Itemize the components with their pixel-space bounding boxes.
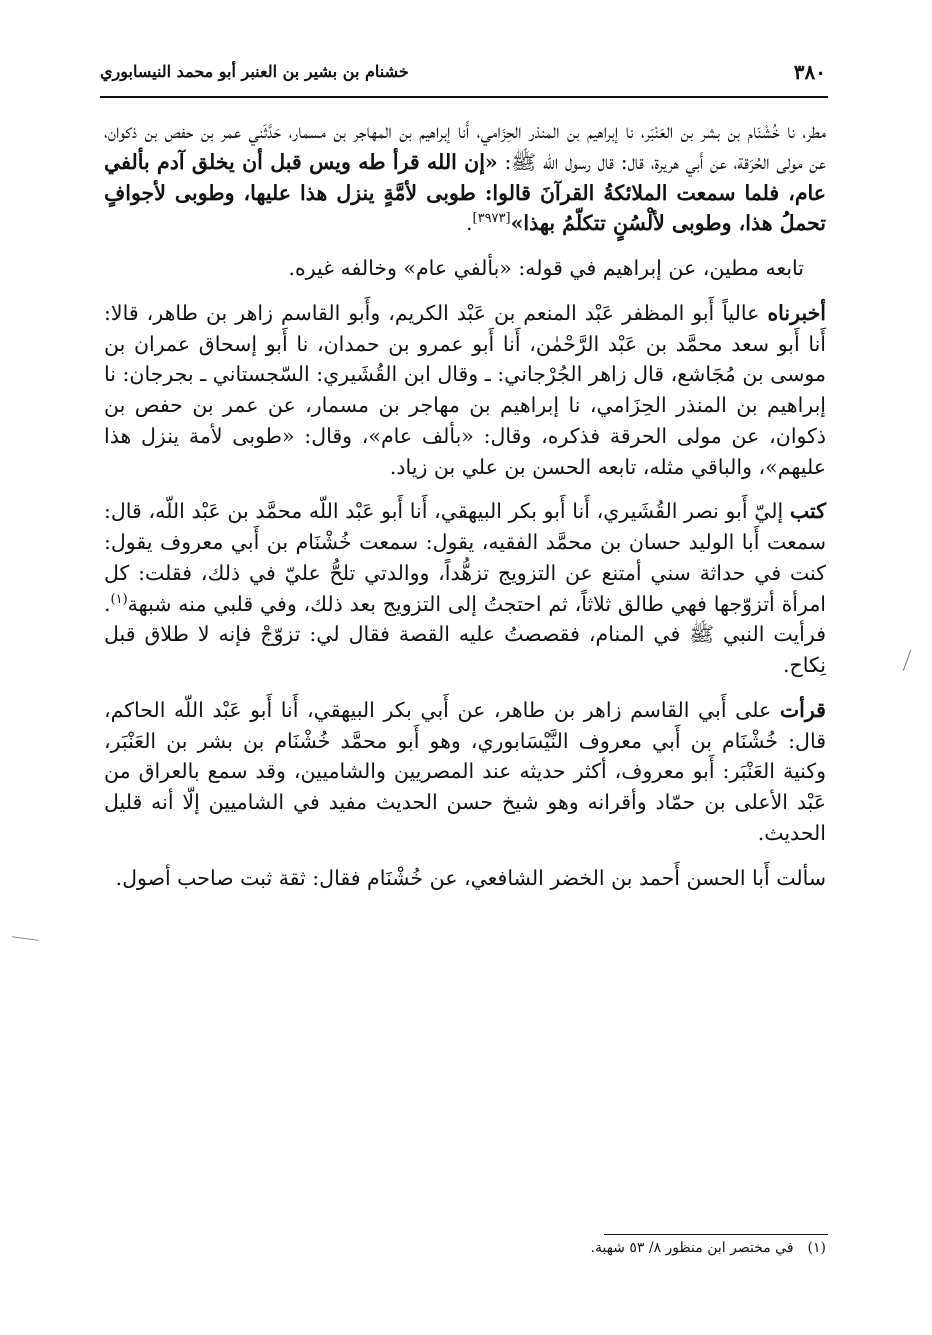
paragraph-text: إليّ أَبو نصر القُشَيري، أَنا أَبو بكر البيهقي، أَنا أَبو عَبْد اللّه محمَّد بن عَبْد اللّه، قال: سمعت أَبا الوليد حسان بن محمَّد الفقيه، يقول: سمعت خُشْنَام بن أَبي معروف يقول: كنت في حداثة سني أمتنع عن التزويج تزهُّداً، ووالدتي تلحُّ عليّ في ذلك، فقلت: كل امرأة أتزوّجها فهي طالق ثلاثاً، ثم احتجتُ إلى التزويج بعد ذلك، وفي قلبي منه شبهة xyxy=(104,499,826,616)
paragraph-lead-word: كتب xyxy=(789,499,826,524)
page-number: ٣٨٠ xyxy=(793,60,826,84)
paragraph-text: عالياً أَبو المظفر عَبْد المنعم بن عَبْد الكريم، وأَبو القاسم زاهر بن طاهر، قالا: أَنا أَبو سعد محمَّد بن عَبْد الرَّحْمٰن، أَنا أَبو عمرو بن حمدان، نا أَبو إسحاق عمران بن موسى بن مُجَاشع، قال زاهر الجُرْجاني: ـ وقال ابن القُشَيري: السّجستاني ـ بجرجان: نا إبراهيم بن المنذر الحِزَامي، نا إبراهيم بن مهاجر بن مسمار، عن عمر بن حفص بن ذكوان، عن مولى الحرقة فذكره، وقال: «بألف عام»، وقال: «طوبى لأمة ينزل هذا عليهم»، والباقي مثله، تابعه الحسن بن علي بن زياد. xyxy=(104,300,826,479)
page-header xyxy=(100,52,826,94)
paragraph-lead-word: قرأت xyxy=(779,697,826,722)
paragraph-lead-word: أخبرناه xyxy=(767,300,826,325)
paragraph-end: . xyxy=(465,211,473,236)
hadith-quote: «إن الله قرأ طه ويس قبل أن يخلق آدم بألفي عام، فلما سمعت الملائكةُ القرآنَ قالوا: طوبى لأمَّةٍ ينزل هذا عليها، وطوبى لأجوافٍ تحملُ هذا، وطوبى لألْسُنٍ تتكلّمُ بهذا» xyxy=(104,149,826,236)
footnote-reference: (١) xyxy=(110,591,128,607)
paragraph-text: تابعه مطين، عن إبراهيم في قوله: «بألفي عام» وخالفه غيره. xyxy=(288,256,804,280)
margin-stray-mark xyxy=(903,650,911,671)
paragraph-qaratu xyxy=(104,695,826,849)
margin-stray-mark xyxy=(12,936,38,941)
footnote xyxy=(104,1238,826,1259)
footnote-number: (١) xyxy=(807,1240,826,1256)
main-text xyxy=(104,116,826,907)
hadith-reference-number: [٣٩٧٣] xyxy=(472,211,511,227)
paragraph-hadith xyxy=(104,116,826,239)
paragraph-kataba xyxy=(104,496,826,681)
paragraph-tabaahu xyxy=(104,253,826,284)
footnote-rule xyxy=(604,1234,828,1235)
running-title: خشنام بن بشير بن العنبر أبو محمد النيسابوري xyxy=(100,62,409,81)
paragraph-text: على أَبي القاسم زاهر بن طاهر، عن أَبي بكر البيهقي، أَنا أَبو عَبْد اللّه الحاكم، قال: خُشْنَام بن أَبي معروف النَّيْسَابوري، وهو أَبو محمَّد خُشْنَام بن بشر بن العَنْبَر، وكنية العَنْبَر: أَبو معروف، أكثر حديثه عند المصريين والشاميين، وقد سمع بالعراق من عَبْد الأعلى بن حمّاد وأقرانه وهو شيخ حسن الحديث مفيد في الشاميين إلّا أنه قليل الحديث. xyxy=(104,697,826,845)
paragraph-text: سألت أَبا الحسن أَحمد بن الخضر الشافعي، عن خُشْنَام فقال: ثقة ثبت صاحب أصول. xyxy=(115,865,826,890)
paragraph-text-end: . فرأيت النبي ﷺ في المنام، فقصصتُ عليه القصة فقال لي: تزوّجْ فإنه لا طلاق قبل نِكاح. xyxy=(104,591,826,677)
paragraph-akhbaranahu xyxy=(104,298,826,483)
paragraph-text: مطر، نا خُشْنَام بن بشر بن العَنْبَر، نا إبراهيم بن المنذر الحِزَامي، أَنا إبراهيم بن المهاجر بن مسمار، حَدَّثَني عمر بن حفص بن ذكوان، عن مولى الحُرَقة، عن أَبي هريرة، قال: قال رسول الله ﷺ: xyxy=(104,119,827,174)
header-rule xyxy=(100,96,828,98)
paragraph-saaltu xyxy=(104,863,826,894)
footnote-text: في مختصر ابن منظور ٨/ ٥٣ شهبة. xyxy=(590,1240,794,1256)
